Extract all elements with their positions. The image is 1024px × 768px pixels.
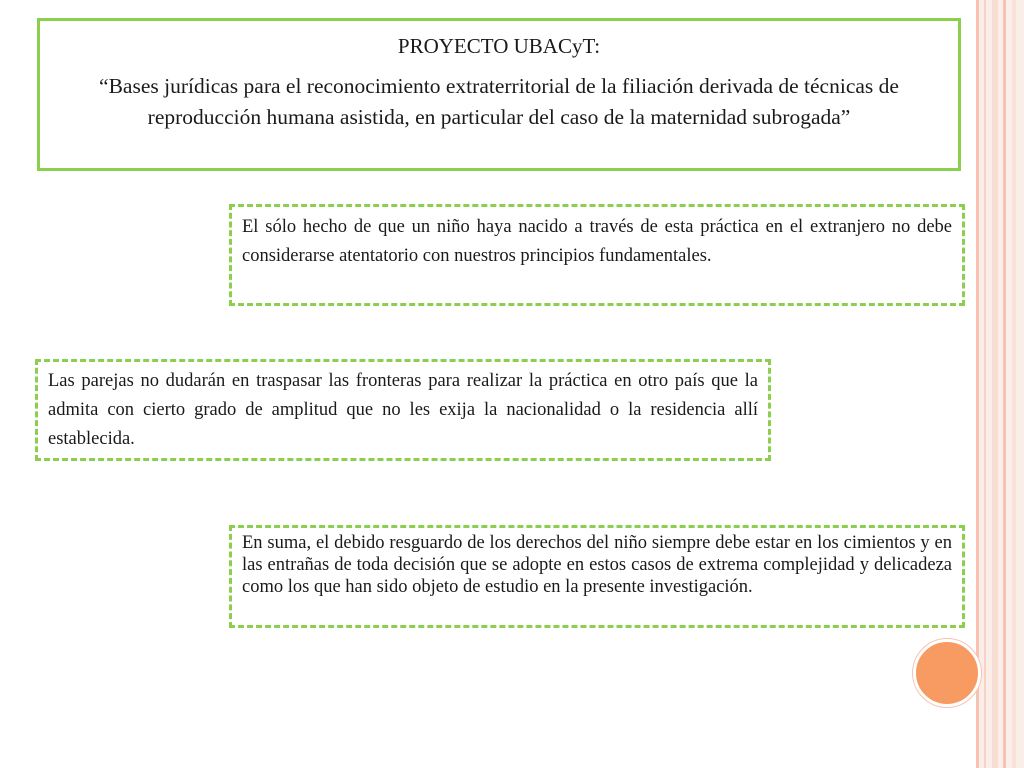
- title-box: [37, 18, 961, 171]
- stripe: [1012, 0, 1016, 768]
- stripe: [1003, 0, 1006, 768]
- paragraph-1: El sólo hecho de que un niño haya nacido a través de esta práctica en el extranjero no debe considerarse atentatorio con nuestros principios fundamentales.: [242, 217, 952, 266]
- decorative-circle: [913, 639, 981, 707]
- text-box-3: [229, 525, 965, 628]
- paragraph-2: Las parejas no dudarán en traspasar las fronteras para realizar la práctica en otro país que la admita con cierto grado de amplitud que no les exija la nacionalidad o la residencia allí establecida.: [48, 371, 758, 449]
- project-title: “Bases jurídicas para el reconocimiento extraterritorial de la filiación derivada de técnicas de reproducción humana asistida, en particular del caso de la maternidad subrogada”: [99, 74, 899, 129]
- paragraph-3: En suma, el debido resguardo de los derechos del niño siempre debe estar en los cimientos y en las entrañas de toda decisión que se adopte en estos casos de extrema complejidad y delicadeza como los que han sido objeto de estudio en la presente investigación.: [242, 533, 952, 597]
- text-box-1: [229, 204, 965, 306]
- project-heading: PROYECTO UBACyT:: [397, 34, 601, 58]
- text-box-2: [35, 359, 771, 461]
- stripe: [984, 0, 986, 768]
- stripe: [976, 0, 979, 768]
- stripe: [992, 0, 998, 768]
- decorative-side-stripes: [976, 0, 1024, 768]
